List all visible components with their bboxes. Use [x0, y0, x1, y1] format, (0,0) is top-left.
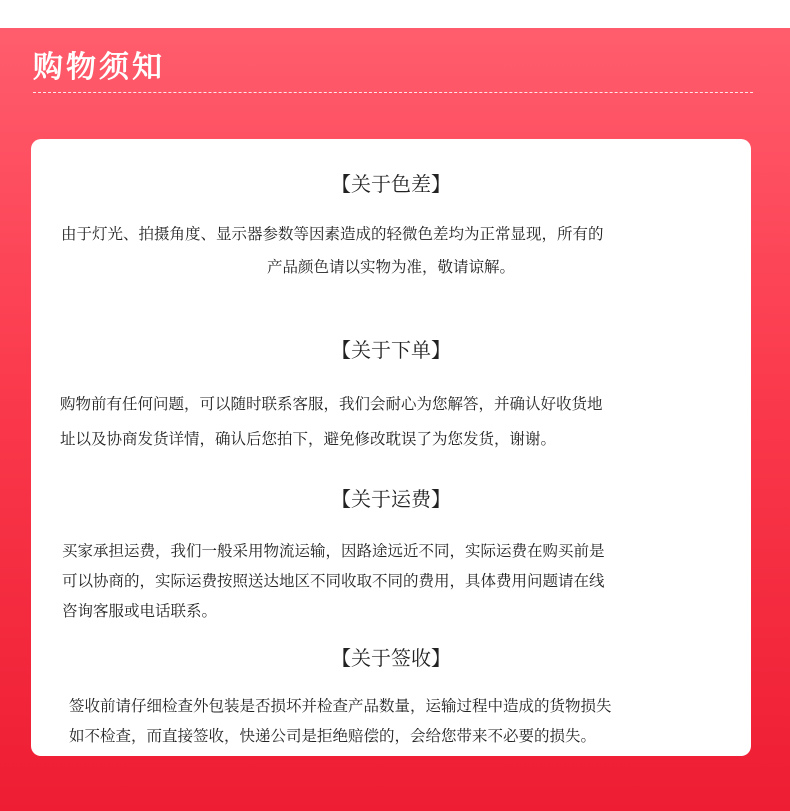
section-title-color-difference: 【关于色差】 [331, 172, 451, 196]
section-body-ordering [60, 387, 720, 457]
section-line: 产品颜色请以实物为准，敬请谅解。 [266, 258, 515, 276]
section-line: 签收前请仔细检查外包装是否损坏并检查产品数量，运输过程中造成的货物损失 [69, 697, 612, 715]
section-line: 买家承担运费，我们一般采用物流运输，因路途远近不同，实际运费在购买前是 [62, 542, 605, 560]
shopping-notice-banner [0, 28, 790, 811]
title-divider [33, 92, 753, 93]
section-body-shipping [62, 536, 722, 626]
section-title-shipping: 【关于运费】 [331, 487, 451, 511]
section-line: 由于灯光、拍摄角度、显示器参数等因素造成的轻微色差均为正常显现，所有的 [61, 225, 604, 243]
section-line: 如不检查，而直接签收，快递公司是拒绝赔偿的，会给您带来不必要的损失。 [69, 727, 597, 745]
section-title-signing: 【关于签收】 [331, 646, 451, 670]
section-line: 址以及协商发货详情，确认后您拍下，避免修改耽误了为您发货，谢谢。 [60, 430, 557, 448]
notice-card [31, 139, 751, 756]
page-title: 购物须知 [33, 50, 165, 85]
section-line: 可以协商的，实际运费按照送达地区不同收取不同的费用，具体费用问题请在线 [62, 572, 605, 590]
section-line: 购物前有任何问题，可以随时联系客服，我们会耐心为您解答，并确认好收货地 [60, 395, 603, 413]
section-body-color-difference [61, 218, 721, 284]
section-line: 咨询客服或电话联系。 [62, 602, 218, 620]
section-body-signing [69, 691, 729, 751]
section-title-ordering: 【关于下单】 [331, 338, 451, 362]
